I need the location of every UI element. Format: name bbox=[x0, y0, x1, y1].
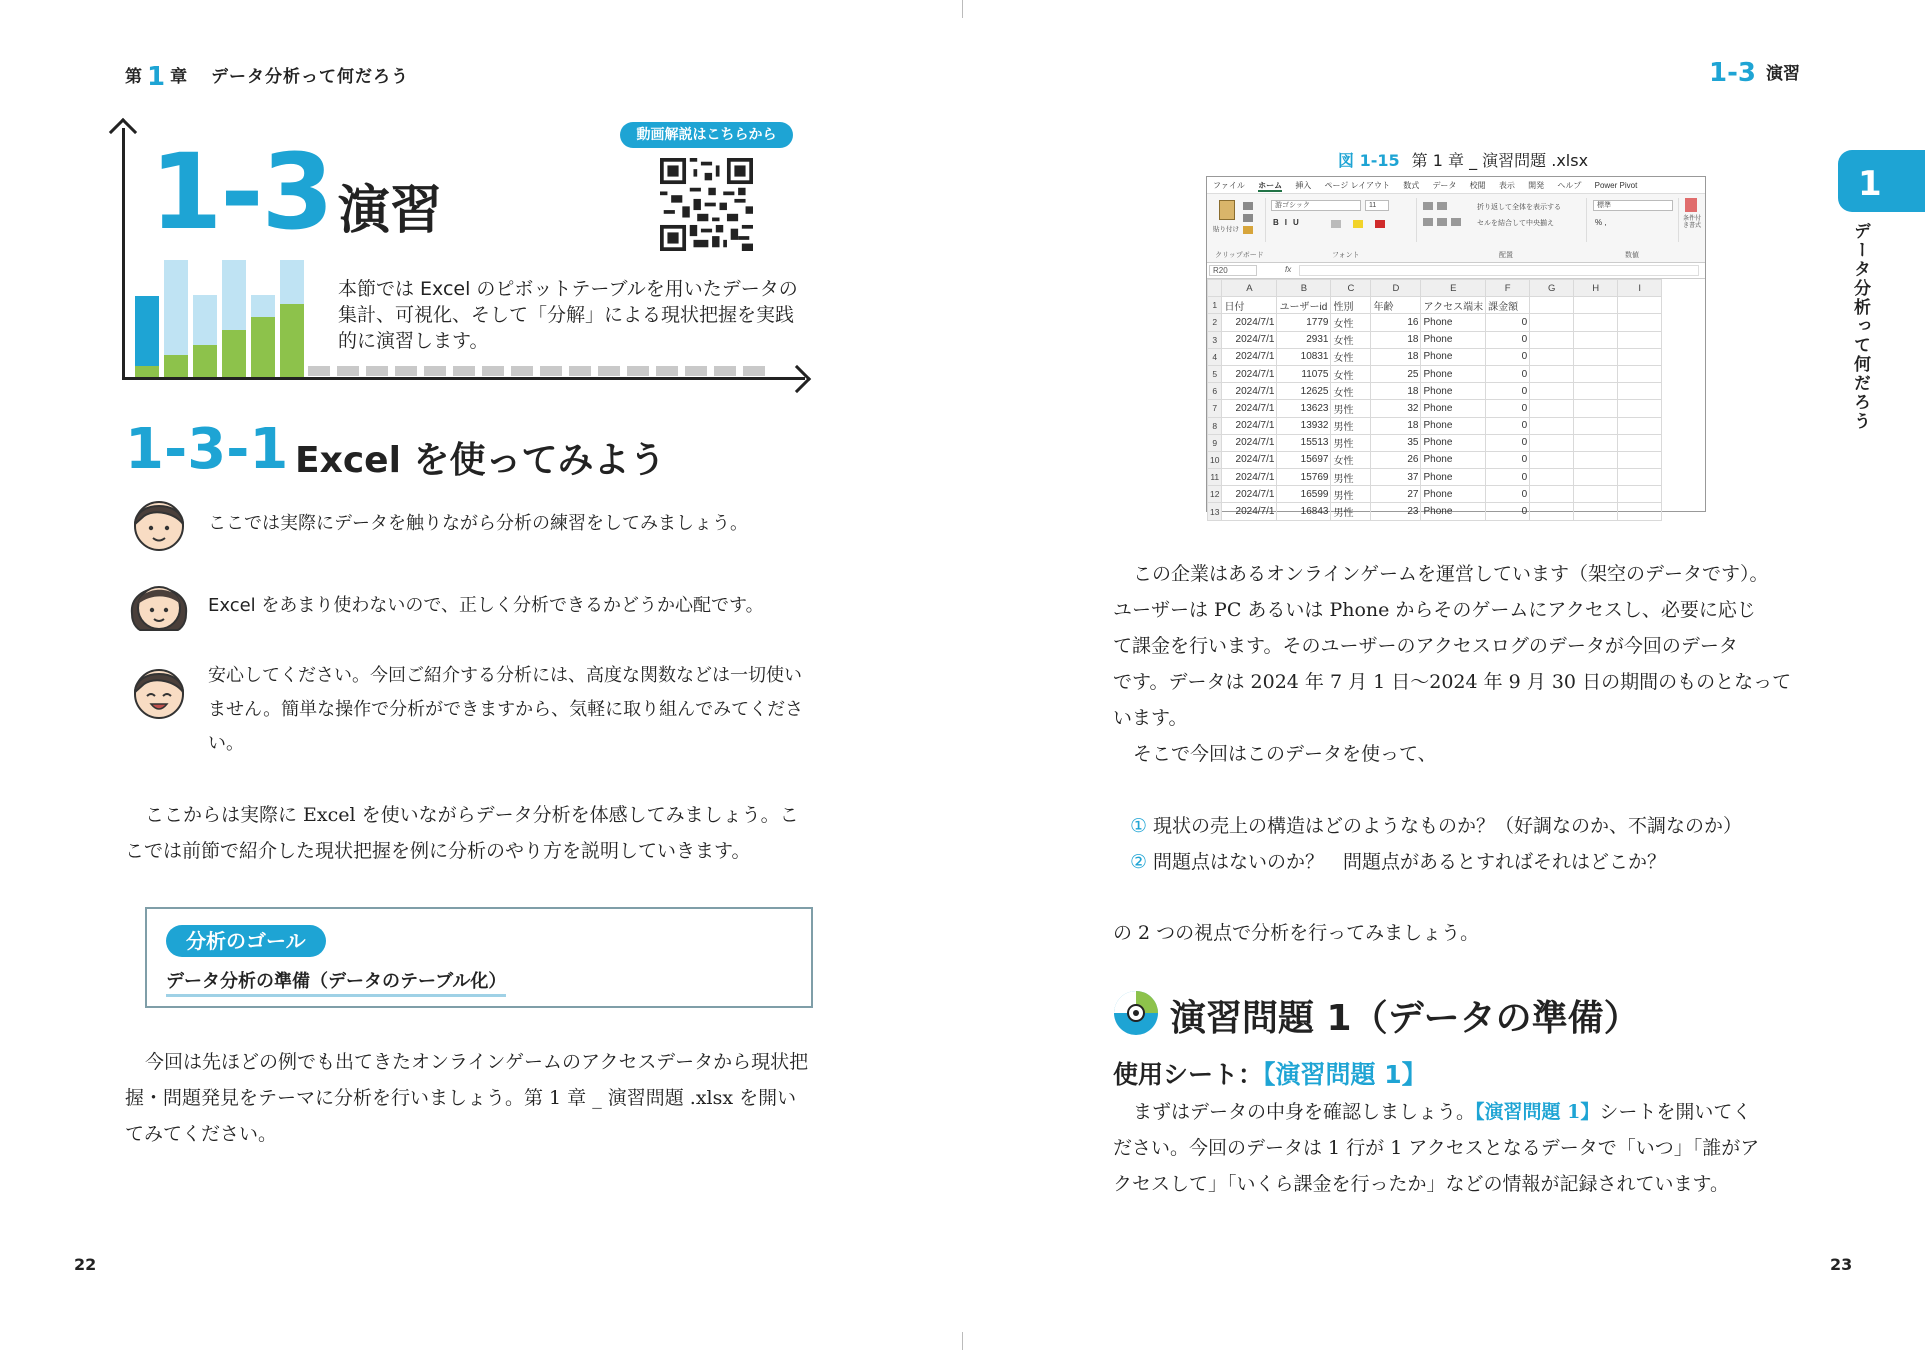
font-size-select[interactable]: 11 bbox=[1365, 200, 1389, 211]
data-cell[interactable]: 2024/7/1 bbox=[1222, 503, 1277, 520]
data-cell[interactable] bbox=[1618, 400, 1662, 417]
data-cell[interactable] bbox=[1530, 331, 1574, 348]
chapter-number: 1 bbox=[147, 62, 167, 92]
data-cell[interactable]: 11075 bbox=[1277, 365, 1331, 382]
fx-icon: fx bbox=[1285, 265, 1292, 274]
menu-data[interactable]: データ bbox=[1432, 181, 1457, 190]
table-row bbox=[1208, 469, 1662, 486]
hero-bar bbox=[135, 366, 159, 377]
data-cell[interactable]: 男性 bbox=[1331, 503, 1371, 520]
data-cell[interactable]: 15513 bbox=[1277, 434, 1331, 451]
data-cell[interactable]: 男性 bbox=[1331, 469, 1371, 486]
table-row bbox=[1208, 314, 1662, 331]
paragraph-instruction: 今回は先ほどの例でも出てきたオンラインゲームのアクセスデータから現状把握・問題発見をテーマに分析を行いましょう。第 1 章 _ 演習問題 .xlsx を開いてみてください。 bbox=[125, 1051, 809, 1145]
data-cell[interactable]: Phone bbox=[1421, 503, 1486, 520]
crop-mark bbox=[962, 0, 963, 18]
table-row bbox=[1208, 434, 1662, 451]
viewpoint-item-2 bbox=[1130, 844, 1666, 880]
sheet-name: 【演習問題 1】 bbox=[1263, 1060, 1427, 1089]
data-cell[interactable]: 2024/7/1 bbox=[1222, 434, 1277, 451]
row-header[interactable]: 13 bbox=[1208, 503, 1222, 520]
running-section-title: 演習 bbox=[1766, 64, 1800, 84]
menu-home[interactable]: ホーム bbox=[1258, 181, 1283, 190]
paragraph-company-line: この企業はあるオンラインゲームを運営しています（架空のデータです）。 bbox=[1133, 563, 1769, 585]
data-cell[interactable]: 0 bbox=[1486, 451, 1530, 468]
hero-bar bbox=[222, 260, 246, 330]
fill-color-icon[interactable] bbox=[1353, 220, 1363, 228]
header-cell[interactable] bbox=[1530, 297, 1574, 314]
data-cell[interactable] bbox=[1574, 314, 1618, 331]
data-cell[interactable]: 16599 bbox=[1277, 486, 1331, 503]
figure-title: 第 1 章 _ 演習問題 .xlsx bbox=[1411, 151, 1589, 170]
align-middle-icon[interactable] bbox=[1437, 202, 1447, 210]
data-cell[interactable]: 2024/7/1 bbox=[1222, 331, 1277, 348]
paragraph-company-line: て課金を行います。そのユーザーのアクセスログのデータが今回のデータ bbox=[1113, 635, 1738, 657]
align-center-icon[interactable] bbox=[1437, 218, 1447, 226]
data-cell[interactable] bbox=[1618, 331, 1662, 348]
excel-screenshot bbox=[1206, 176, 1706, 520]
data-cell[interactable]: Phone bbox=[1421, 486, 1486, 503]
hero-axis-arrow-right bbox=[783, 365, 811, 393]
data-cell[interactable]: 10831 bbox=[1277, 348, 1331, 365]
table-row bbox=[1208, 417, 1662, 434]
header-cell[interactable]: ユーザーid bbox=[1277, 297, 1331, 314]
data-cell[interactable]: Phone bbox=[1421, 400, 1486, 417]
paragraph-text: ださい。今回のデータは 1 行が 1 アクセスとなるデータで「いつ」「誰がア bbox=[1113, 1137, 1760, 1159]
copy-icon[interactable] bbox=[1243, 214, 1253, 222]
menu-power-pivot[interactable]: Power Pivot bbox=[1594, 181, 1638, 190]
data-cell[interactable]: 2024/7/1 bbox=[1222, 400, 1277, 417]
running-head-right bbox=[1709, 58, 1800, 88]
hero-bar bbox=[280, 304, 304, 377]
hero-bar bbox=[222, 330, 246, 377]
data-cell[interactable]: Phone bbox=[1421, 383, 1486, 400]
data-cell[interactable] bbox=[1530, 486, 1574, 503]
data-cell[interactable]: 0 bbox=[1486, 314, 1530, 331]
column-header[interactable]: E bbox=[1421, 280, 1486, 297]
data-cell[interactable]: Phone bbox=[1421, 469, 1486, 486]
data-cell[interactable]: 2024/7/1 bbox=[1222, 451, 1277, 468]
crop-mark bbox=[962, 1332, 963, 1350]
ribbon-group-font bbox=[1269, 198, 1417, 242]
font-style-buttons[interactable]: BIU bbox=[1273, 218, 1305, 227]
video-badge[interactable]: 動画解説はこちらから bbox=[620, 122, 793, 148]
data-cell[interactable]: 女性 bbox=[1331, 365, 1371, 382]
excel-formula-bar bbox=[1207, 263, 1705, 279]
header-cell[interactable]: 課金額 bbox=[1486, 297, 1530, 314]
hero-bar bbox=[251, 317, 275, 377]
data-cell[interactable] bbox=[1574, 365, 1618, 382]
goal-label: 分析のゴール bbox=[166, 925, 326, 957]
data-cell[interactable] bbox=[1530, 469, 1574, 486]
item-marker: ① bbox=[1130, 815, 1148, 837]
exercise-icon bbox=[1113, 990, 1159, 1036]
ribbon-group-clipboard bbox=[1211, 198, 1266, 242]
data-cell[interactable] bbox=[1618, 314, 1662, 331]
data-cell[interactable]: 男性 bbox=[1331, 434, 1371, 451]
format-painter-icon[interactable] bbox=[1243, 226, 1253, 234]
data-cell[interactable]: 16 bbox=[1371, 314, 1421, 331]
ribbon-group-alignment bbox=[1421, 198, 1587, 242]
data-cell[interactable]: 0 bbox=[1486, 365, 1530, 382]
data-cell[interactable]: 0 bbox=[1486, 331, 1530, 348]
data-cell[interactable] bbox=[1530, 434, 1574, 451]
ribbon-group-number bbox=[1591, 198, 1679, 242]
menu-review[interactable]: 校閲 bbox=[1469, 181, 1486, 190]
cut-icon[interactable] bbox=[1243, 202, 1253, 210]
data-cell[interactable] bbox=[1618, 451, 1662, 468]
paragraph-text: まずはデータの中身を確認しましょう。 bbox=[1133, 1101, 1476, 1123]
data-cell[interactable]: 0 bbox=[1486, 417, 1530, 434]
data-cell[interactable] bbox=[1574, 383, 1618, 400]
data-cell[interactable]: 15769 bbox=[1277, 469, 1331, 486]
column-header-row bbox=[1208, 280, 1662, 297]
table-row bbox=[1208, 383, 1662, 400]
data-cell[interactable] bbox=[1618, 365, 1662, 382]
data-cell[interactable] bbox=[1574, 400, 1618, 417]
select-all-corner[interactable] bbox=[1208, 280, 1222, 297]
dialog-line-2: Excel をあまり使わないので、正しく分析できるかどうか心配です。 bbox=[208, 595, 764, 616]
hero-bar bbox=[193, 295, 217, 345]
data-cell[interactable] bbox=[1574, 331, 1618, 348]
font-color-icon[interactable] bbox=[1375, 220, 1385, 228]
data-cell[interactable] bbox=[1618, 503, 1662, 520]
column-header[interactable]: D bbox=[1371, 280, 1421, 297]
paragraph-text: クセスして」「いくら課金を行ったか」などの情報が記録されています。 bbox=[1113, 1173, 1729, 1195]
hero-bar bbox=[193, 345, 217, 377]
data-cell[interactable]: 13932 bbox=[1277, 417, 1331, 434]
page-number-right: 23 bbox=[1830, 1255, 1853, 1274]
row-header[interactable]: 10 bbox=[1208, 451, 1222, 468]
font-name-select[interactable]: 游ゴシック bbox=[1271, 200, 1361, 211]
data-cell[interactable]: 0 bbox=[1486, 383, 1530, 400]
paragraph-company bbox=[1113, 556, 1803, 736]
menu-page-layout[interactable]: ページ レイアウト bbox=[1324, 181, 1390, 190]
alignment-group-label: 配置 bbox=[1499, 252, 1513, 259]
border-icon[interactable] bbox=[1331, 220, 1341, 228]
data-cell[interactable]: 18 bbox=[1371, 348, 1421, 365]
data-cell[interactable] bbox=[1530, 417, 1574, 434]
data-cell[interactable] bbox=[1530, 451, 1574, 468]
data-cell[interactable]: 18 bbox=[1371, 383, 1421, 400]
table-row bbox=[1208, 331, 1662, 348]
item-text: 問題点はないのか？ 問題点があるとすればそれはどこか？ bbox=[1153, 851, 1667, 873]
page-number-left: 22 bbox=[74, 1255, 97, 1274]
paragraph-company-line: ユーザーは PC あるいは Phone からそのゲームにアクセスし、必要に応じ bbox=[1113, 599, 1756, 621]
data-cell[interactable]: 女性 bbox=[1331, 348, 1371, 365]
data-cell[interactable]: 女性 bbox=[1331, 331, 1371, 348]
figure-number: 図 1-15 bbox=[1338, 151, 1400, 170]
number-format-select[interactable]: 標準 bbox=[1593, 200, 1673, 211]
column-header[interactable]: H bbox=[1574, 280, 1618, 297]
section-description: 本節では Excel のピボットテーブルを用いたデータの集計、可視化、そして「分解」による現状把握を実践的に演習します。 bbox=[338, 278, 798, 352]
data-cell[interactable]: 13623 bbox=[1277, 400, 1331, 417]
data-cell[interactable]: 16843 bbox=[1277, 503, 1331, 520]
row-header[interactable]: 4 bbox=[1208, 348, 1222, 365]
paragraph-text: シートを開いてく bbox=[1599, 1101, 1752, 1123]
hero-bar bbox=[135, 296, 159, 366]
data-cell[interactable]: 2024/7/1 bbox=[1222, 469, 1277, 486]
dialog-line-3: 安心してください。今回ご紹介する分析には、高度な関数などは一切使いません。簡単な操作で分析ができますから、気軽に取り組んでみてください。 bbox=[208, 665, 804, 754]
data-cell[interactable] bbox=[1574, 348, 1618, 365]
row-header[interactable]: 9 bbox=[1208, 434, 1222, 451]
data-cell[interactable]: 2024/7/1 bbox=[1222, 417, 1277, 434]
woman-avatar-icon bbox=[126, 570, 192, 636]
merge-center-button[interactable]: セルを結合して中央揃え bbox=[1477, 220, 1554, 227]
menu-insert[interactable]: 挿入 bbox=[1295, 181, 1312, 190]
data-cell[interactable]: 0 bbox=[1486, 348, 1530, 365]
paragraph-viewpoints: の 2 つの視点で分析を行ってみましょう。 bbox=[1113, 922, 1480, 944]
data-cell[interactable] bbox=[1618, 486, 1662, 503]
data-cell[interactable]: 2931 bbox=[1277, 331, 1331, 348]
data-cell[interactable]: 35 bbox=[1371, 434, 1421, 451]
data-cell[interactable] bbox=[1574, 434, 1618, 451]
column-header[interactable]: F bbox=[1486, 280, 1530, 297]
align-top-icon[interactable] bbox=[1423, 202, 1433, 210]
paragraph-intro: ここからは実際に Excel を使いながらデータ分析を体感してみましょう。ここでは前節で紹介した現状把握を例に分析のやり方を説明していきます。 bbox=[125, 804, 799, 862]
data-cell[interactable]: 2024/7/1 bbox=[1222, 348, 1277, 365]
data-cell[interactable]: Phone bbox=[1421, 451, 1486, 468]
exercise-title: 演習問題 1（データの準備） bbox=[1170, 998, 1640, 1039]
data-cell[interactable]: 26 bbox=[1371, 451, 1421, 468]
data-cell[interactable]: Phone bbox=[1421, 434, 1486, 451]
hero-axis-vertical bbox=[122, 128, 125, 380]
chapter-prefix: 第 bbox=[125, 67, 143, 87]
font-group-label: フォント bbox=[1332, 252, 1360, 259]
sheet-reference: 【演習問題 1】 bbox=[1475, 1101, 1600, 1123]
subsection-number: 1-3-1 bbox=[125, 417, 289, 482]
table-row bbox=[1208, 365, 1662, 382]
paragraph-lead: そこで今回はこのデータを使って、 bbox=[1133, 743, 1437, 765]
column-header[interactable]: I bbox=[1618, 280, 1662, 297]
chapter-suffix: 章 bbox=[170, 67, 189, 87]
data-cell[interactable]: 女性 bbox=[1331, 383, 1371, 400]
section-number: 1-3 bbox=[150, 131, 332, 253]
conditional-format-icon[interactable] bbox=[1685, 198, 1697, 212]
header-cell[interactable]: アクセス端末 bbox=[1421, 297, 1486, 314]
name-box[interactable]: R20 bbox=[1209, 265, 1257, 276]
chapter-title: データ分析って何だろう bbox=[211, 67, 410, 87]
column-header[interactable]: A bbox=[1222, 280, 1277, 297]
data-cell[interactable]: 12625 bbox=[1277, 383, 1331, 400]
header-cell[interactable]: 日付 bbox=[1222, 297, 1277, 314]
table-row bbox=[1208, 486, 1662, 503]
hero-bar bbox=[280, 260, 304, 304]
table-row bbox=[1208, 348, 1662, 365]
conditional-format-label: 条件付き書式 bbox=[1683, 216, 1702, 229]
item-marker: ② bbox=[1130, 851, 1148, 873]
qr-code-icon[interactable] bbox=[660, 158, 753, 251]
menu-view[interactable]: 表示 bbox=[1498, 181, 1515, 190]
paragraph-company-line: います。 bbox=[1113, 707, 1188, 729]
excel-ribbon bbox=[1207, 193, 1705, 263]
data-cell[interactable]: Phone bbox=[1421, 417, 1486, 434]
thumb-tab: 1 bbox=[1838, 150, 1925, 212]
data-cell[interactable] bbox=[1530, 503, 1574, 520]
data-cell[interactable]: 0 bbox=[1486, 486, 1530, 503]
row-header[interactable]: 2 bbox=[1208, 314, 1222, 331]
paste-label: 貼り付け bbox=[1213, 226, 1239, 233]
data-cell[interactable]: Phone bbox=[1421, 348, 1486, 365]
hero-bar bbox=[164, 260, 188, 355]
wrap-text-button[interactable]: 折り返して全体を表示する bbox=[1477, 204, 1561, 211]
data-cell[interactable]: 0 bbox=[1486, 400, 1530, 417]
table-row bbox=[1208, 503, 1662, 520]
data-cell[interactable]: 2024/7/1 bbox=[1222, 486, 1277, 503]
row-header[interactable]: 7 bbox=[1208, 400, 1222, 417]
menu-help[interactable]: ヘルプ bbox=[1557, 181, 1582, 190]
data-cell[interactable] bbox=[1530, 365, 1574, 382]
data-cell[interactable] bbox=[1618, 348, 1662, 365]
column-header[interactable]: G bbox=[1530, 280, 1574, 297]
data-cell[interactable] bbox=[1618, 434, 1662, 451]
hero-bar bbox=[164, 355, 188, 377]
hero-axis-horizontal bbox=[122, 377, 805, 380]
paste-icon[interactable] bbox=[1219, 200, 1235, 220]
data-cell[interactable] bbox=[1618, 383, 1662, 400]
data-cell[interactable] bbox=[1574, 486, 1618, 503]
row-header[interactable]: 8 bbox=[1208, 417, 1222, 434]
data-cell[interactable] bbox=[1574, 417, 1618, 434]
data-cell[interactable]: Phone bbox=[1421, 365, 1486, 382]
data-cell[interactable]: 23 bbox=[1371, 503, 1421, 520]
data-cell[interactable]: 32 bbox=[1371, 400, 1421, 417]
header-cell[interactable]: 年齢 bbox=[1371, 297, 1421, 314]
data-cell[interactable] bbox=[1574, 451, 1618, 468]
figure-caption bbox=[1338, 148, 1588, 171]
data-cell[interactable] bbox=[1574, 503, 1618, 520]
data-cell[interactable]: 25 bbox=[1371, 365, 1421, 382]
row-header[interactable]: 1 bbox=[1208, 297, 1222, 314]
header-cell[interactable] bbox=[1574, 297, 1618, 314]
hero-axis-arrow-up bbox=[109, 118, 137, 146]
data-cell[interactable]: 男性 bbox=[1331, 417, 1371, 434]
data-cell[interactable]: 18 bbox=[1371, 331, 1421, 348]
formula-input[interactable] bbox=[1299, 265, 1699, 276]
data-cell[interactable] bbox=[1530, 383, 1574, 400]
item-text: 現状の売上の構造はどのようなものか？（好調なのか、不調なのか） bbox=[1153, 815, 1743, 837]
data-cell[interactable]: 15697 bbox=[1277, 451, 1331, 468]
column-header[interactable]: B bbox=[1277, 280, 1331, 297]
excel-menu-bar bbox=[1207, 177, 1705, 193]
paragraph-check-data bbox=[1113, 1094, 1813, 1202]
running-head-left bbox=[125, 62, 409, 92]
header-cell[interactable] bbox=[1618, 297, 1662, 314]
running-section-number: 1-3 bbox=[1709, 58, 1756, 88]
table-row bbox=[1208, 400, 1662, 417]
data-cell[interactable]: 0 bbox=[1486, 469, 1530, 486]
data-cell[interactable] bbox=[1530, 400, 1574, 417]
menu-developer[interactable]: 開発 bbox=[1528, 181, 1545, 190]
row-header[interactable]: 6 bbox=[1208, 383, 1222, 400]
menu-formulas[interactable]: 数式 bbox=[1403, 181, 1420, 190]
data-cell[interactable]: 0 bbox=[1486, 434, 1530, 451]
data-cell[interactable]: 女性 bbox=[1331, 451, 1371, 468]
row-header[interactable]: 11 bbox=[1208, 469, 1222, 486]
number-format-buttons[interactable]: % , bbox=[1595, 218, 1607, 227]
sheet-line bbox=[1113, 1055, 1427, 1091]
excel-grid bbox=[1207, 279, 1662, 521]
row-header[interactable]: 3 bbox=[1208, 331, 1222, 348]
data-cell[interactable]: 男性 bbox=[1331, 486, 1371, 503]
data-cell[interactable]: 2024/7/1 bbox=[1222, 314, 1277, 331]
header-cell[interactable]: 性別 bbox=[1331, 297, 1371, 314]
menu-file[interactable]: ファイル bbox=[1213, 181, 1245, 190]
data-cell[interactable]: 2024/7/1 bbox=[1222, 365, 1277, 382]
number-group-label: 数値 bbox=[1625, 252, 1639, 259]
align-left-icon[interactable] bbox=[1423, 218, 1433, 226]
align-right-icon[interactable] bbox=[1451, 218, 1461, 226]
clipboard-group-label: クリップボード bbox=[1215, 252, 1264, 259]
data-cell[interactable] bbox=[1530, 314, 1574, 331]
table-row bbox=[1208, 451, 1662, 468]
data-cell[interactable] bbox=[1618, 469, 1662, 486]
subsection-title: Excel を使ってみよう bbox=[295, 440, 666, 481]
row-header[interactable]: 5 bbox=[1208, 365, 1222, 382]
data-cell[interactable]: Phone bbox=[1421, 331, 1486, 348]
smiling-man-avatar-icon bbox=[126, 658, 192, 724]
sheet-prefix: 使用シート： bbox=[1113, 1060, 1264, 1089]
data-cell[interactable]: 0 bbox=[1486, 503, 1530, 520]
section-title: 演習 bbox=[338, 181, 443, 241]
table-row bbox=[1208, 297, 1662, 314]
hero-bar bbox=[251, 295, 275, 317]
row-header[interactable]: 12 bbox=[1208, 486, 1222, 503]
column-header[interactable]: C bbox=[1331, 280, 1371, 297]
data-cell[interactable]: 女性 bbox=[1331, 314, 1371, 331]
dialog-line-1: ここでは実際にデータを触りながら分析の練習をしてみましょう。 bbox=[208, 513, 748, 534]
data-cell[interactable] bbox=[1530, 348, 1574, 365]
thumb-tab-text: データ分析って何だろう bbox=[1850, 222, 1870, 431]
data-cell[interactable]: 37 bbox=[1371, 469, 1421, 486]
data-cell[interactable]: 男性 bbox=[1331, 400, 1371, 417]
data-cell[interactable]: 1779 bbox=[1277, 314, 1331, 331]
data-cell[interactable]: 2024/7/1 bbox=[1222, 383, 1277, 400]
data-cell[interactable]: Phone bbox=[1421, 314, 1486, 331]
data-cell[interactable]: 18 bbox=[1371, 417, 1421, 434]
man-avatar-icon bbox=[126, 490, 192, 556]
paragraph-company-line: です。データは 2024 年 7 月 1 日〜2024 年 9 月 30 日の期間のものとなって bbox=[1113, 671, 1792, 693]
viewpoint-item-1 bbox=[1130, 808, 1742, 844]
goal-text: データ分析の準備（データのテーブル化） bbox=[166, 967, 506, 997]
data-cell[interactable]: 27 bbox=[1371, 486, 1421, 503]
data-cell[interactable] bbox=[1574, 469, 1618, 486]
data-cell[interactable] bbox=[1618, 417, 1662, 434]
